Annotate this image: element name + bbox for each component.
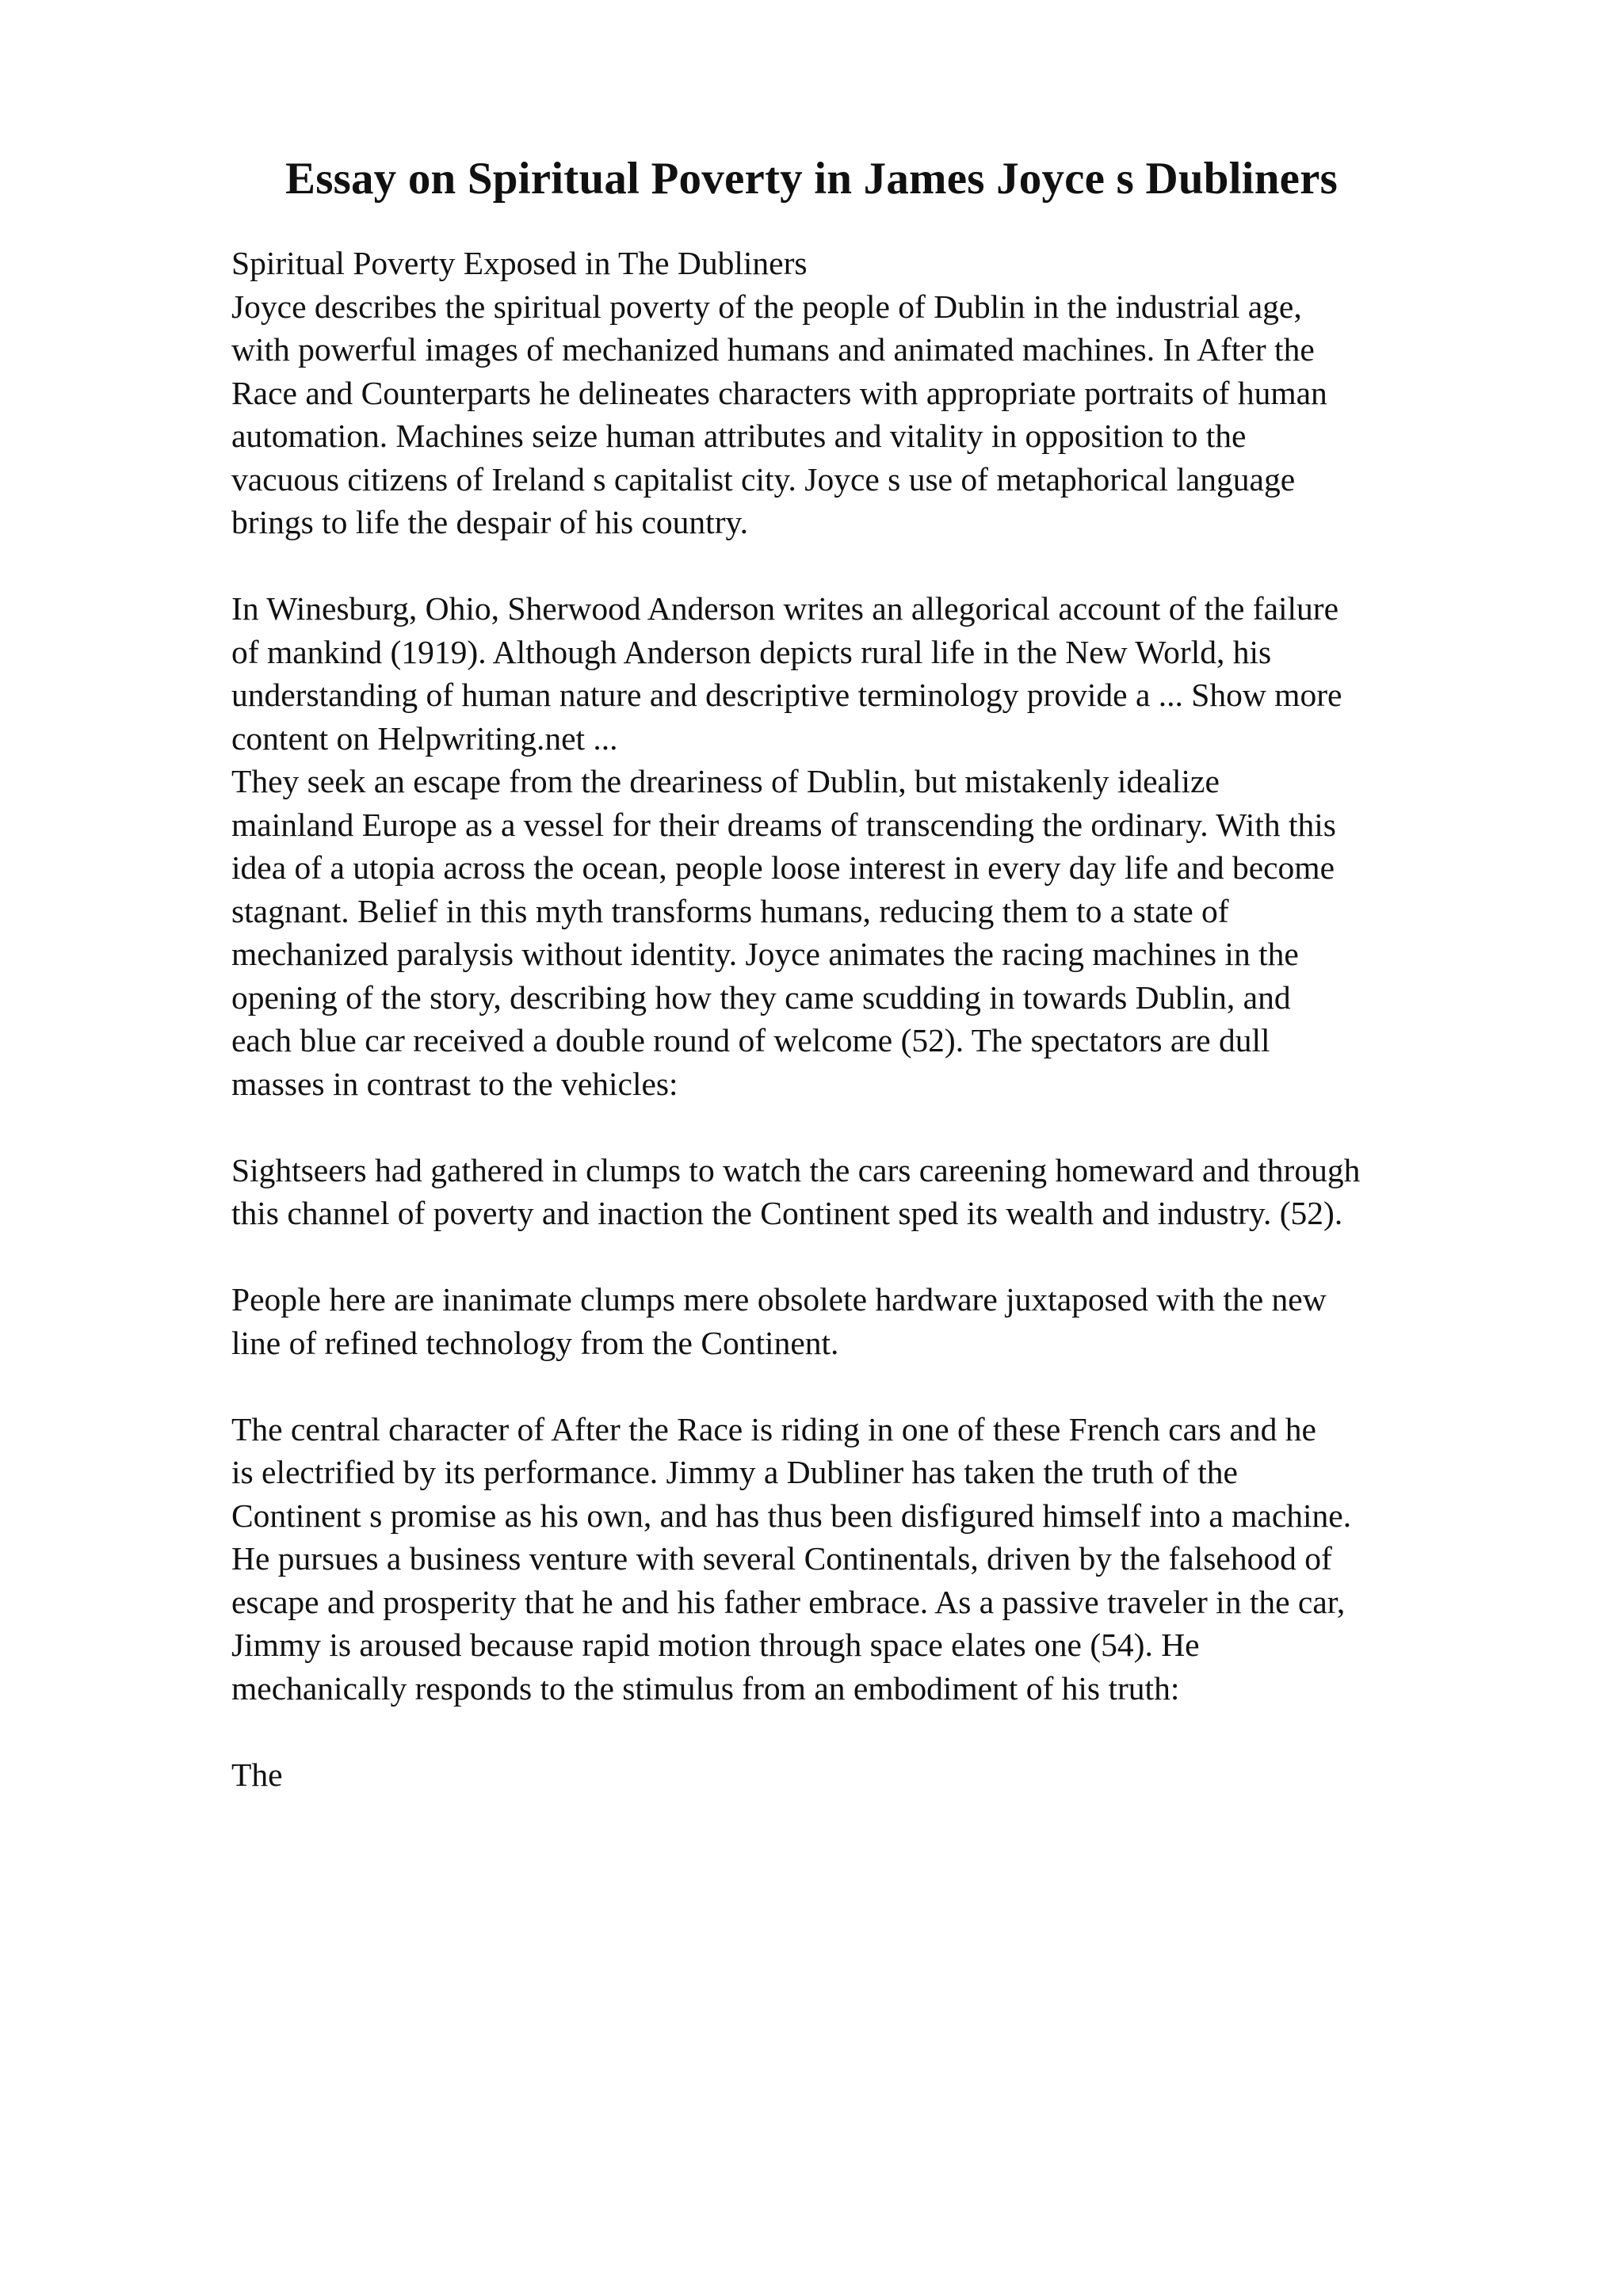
paragraph-spacer <box>231 1105 1539 1149</box>
paragraph-line: with powerful images of mechanized humans and animated machines. In After the <box>231 331 1315 368</box>
document-body <box>231 242 1539 1796</box>
paragraph-line: is electrified by its performance. Jimmy a Dubliner has taken the truth of the <box>231 1454 1238 1490</box>
paragraph-line: content on Helpwriting.net ... <box>231 719 618 757</box>
paragraph-spacer <box>231 1235 1539 1279</box>
paragraph-line: masses in contrast to the vehicles: <box>231 1065 678 1102</box>
paragraph-line: Race and Counterparts he delineates characters with appropriate portraits of human <box>231 374 1327 411</box>
paragraph-line: line of refined technology from the Continent. <box>231 1324 839 1361</box>
paragraph-line: They seek an escape from the dreariness of Dublin, but mistakenly idealize <box>231 763 1220 799</box>
paragraph-spacer <box>231 544 1539 588</box>
paragraph-1 <box>231 285 1539 544</box>
paragraph-line: The <box>231 1756 283 1793</box>
paragraph-line: stagnant. Belief in this myth transforms humans, reducing them to a state of <box>231 892 1229 929</box>
paragraph-line: Jimmy is aroused because rapid motion through space elates one (54). He <box>231 1627 1200 1663</box>
paragraph-7 <box>231 1753 1539 1797</box>
paragraph-line: In Winesburg, Ohio, Sherwood Anderson writes an allegorical account of the failure <box>231 590 1339 627</box>
paragraph-spacer <box>231 1710 1539 1753</box>
paragraph-line: People here are inanimate clumps mere obsolete hardware juxtaposed with the new <box>231 1281 1327 1318</box>
quote-paragraph <box>231 1149 1539 1235</box>
paragraph-5 <box>231 1278 1539 1364</box>
paragraph-3 <box>231 760 1539 1105</box>
paragraph-line: He pursues a business venture with several Continentals, driven by the falsehood of <box>231 1540 1332 1577</box>
paragraph-line: opening of the story, describing how they came scudding in towards Dublin, and <box>231 978 1291 1016</box>
document-title: Essay on Spiritual Poverty in James Joyce s Dubliners <box>285 154 1338 204</box>
paragraph-line: mechanically responds to the stimulus from an embodiment of his truth: <box>231 1669 1180 1707</box>
paragraph-line: escape and prosperity that he and his father embrace. As a passive traveler in the car, <box>231 1583 1346 1620</box>
paragraph-line: understanding of human nature and descriptive terminology provide a ... Show more <box>231 677 1342 713</box>
paragraph-line: The central character of After the Race is riding in one of these French cars and he <box>231 1410 1316 1447</box>
paragraph-2 <box>231 587 1539 760</box>
paragraph-line: brings to life the despair of his country. <box>231 504 748 540</box>
paragraph-line: mechanized paralysis without identity. Joyce animates the racing machines in the <box>231 936 1299 972</box>
paragraph-line: Continent s promise as his own, and has thus been disfigured himself into a machine. <box>231 1497 1352 1534</box>
paragraph-line: idea of a utopia across the ocean, people loose interest in every day life and become <box>231 849 1335 886</box>
paragraph-line: Sightseers had gathered in clumps to watch the cars careening homeward and through <box>231 1151 1361 1188</box>
paragraph-line: mainland Europe as a vessel for their dreams of transcending the ordinary. With this <box>231 806 1336 843</box>
paragraph-line: of mankind (1919). Although Anderson depicts rural life in the New World, his <box>231 633 1272 670</box>
paragraph-line: each blue car received a double round of welcome (52). The spectators are dull <box>231 1022 1270 1058</box>
paragraph-line: this channel of poverty and inaction the Continent sped its wealth and industry. (52). <box>231 1195 1343 1231</box>
paragraph-line: vacuous citizens of Ireland s capitalist city. Joyce s use of metaphorical language <box>231 460 1296 498</box>
paragraph-spacer <box>231 1364 1539 1408</box>
paragraph-6 <box>231 1408 1539 1711</box>
paragraph-line: Joyce describes the spiritual poverty of the people of Dublin in the industrial age, <box>231 288 1302 325</box>
paragraph-line: automation. Machines seize human attributes and vitality in opposition to the <box>231 418 1247 454</box>
document-subtitle: Spiritual Poverty Exposed in The Dubliners <box>231 245 808 281</box>
